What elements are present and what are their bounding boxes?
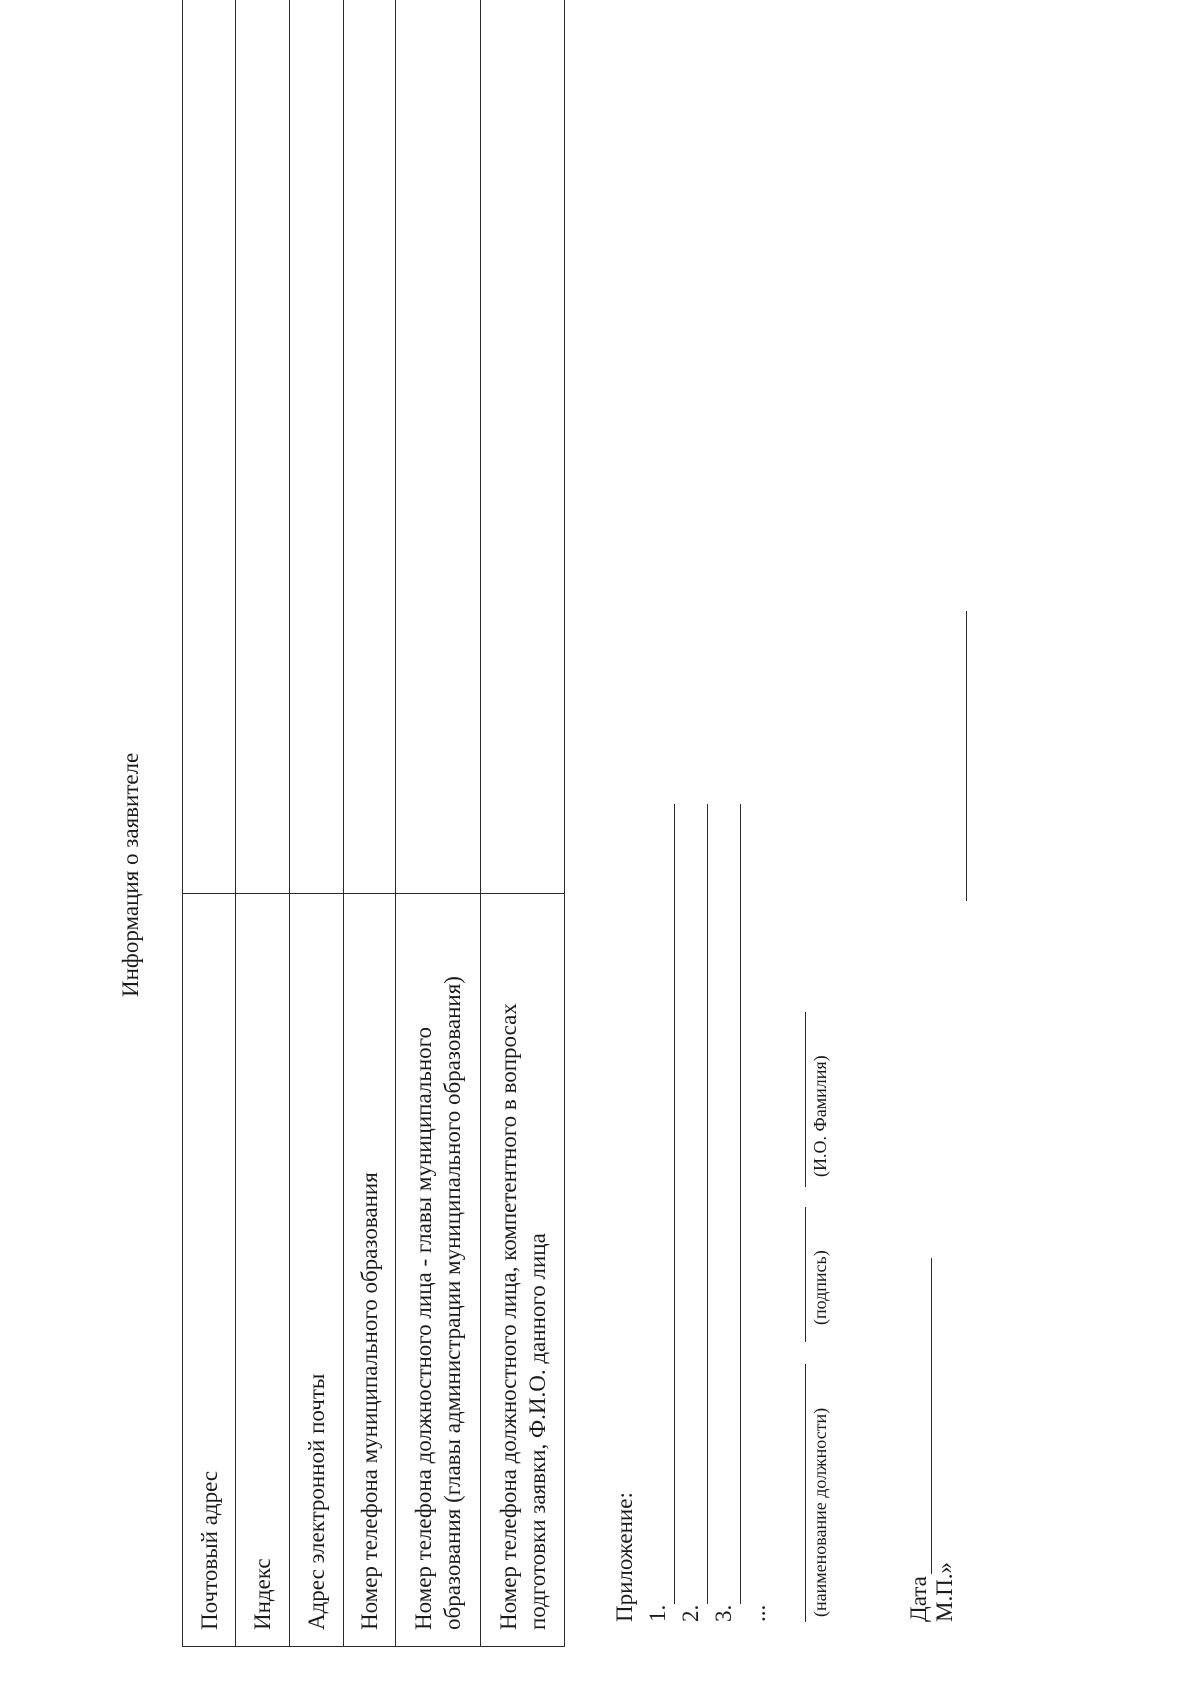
row-label-line: Номер телефона должностного лица - главы муниципального [411,1026,436,1630]
appendix-item-blank[interactable] [681,804,708,1604]
row-label [236,894,290,1647]
stamp-signature-line[interactable] [966,611,967,901]
row-label [396,894,481,1647]
row-value-cell[interactable] [396,0,481,894]
sign-caption: (подпись) [810,1250,830,1325]
table-row [290,0,344,1647]
row-label [344,894,396,1647]
name-signature-line[interactable] [805,1012,806,1187]
date-block [906,1258,958,1622]
stamp-label: М.П.» [932,1561,957,1622]
row-label-line: образования (главы администрации муниципального образования) [440,976,465,1630]
table-row [481,0,565,1647]
appendix-item [708,804,741,1622]
row-label [183,894,236,1647]
row-label [481,894,565,1647]
appendix-item-number: 3. [711,1604,736,1622]
name-caption: (И.О. Фамилия) [810,1055,830,1177]
row-value-cell[interactable] [290,0,344,894]
appendix-ellipsis: ... [745,1604,770,1622]
document-title: Информация о заявителе [118,752,143,997]
row-label-line: подготовки заявки, Ф.И.О. данного лица [524,1233,550,1630]
date-row [906,1258,932,1622]
position-signature-line[interactable] [805,1364,806,1622]
table-row [183,0,236,1647]
appendix-heading: Приложение: [612,1492,637,1622]
appendix-block [608,804,775,1622]
applicant-info-table [182,0,565,1647]
row-value-cell[interactable] [183,0,236,894]
position-caption: (наименование должности) [810,1407,830,1617]
appendix-item-number: 1. [645,1604,670,1622]
row-label-line: Адрес электронной почты [304,1373,329,1630]
row-label-line: Номер телефона муниципального образования [357,1172,382,1630]
row-value-cell[interactable] [344,0,396,894]
sign-signature-line[interactable] [805,1207,806,1342]
table-row [344,0,396,1647]
appendix-item-blank[interactable] [714,804,741,1604]
table-row [236,0,290,1647]
row-label [290,894,344,1647]
appendix-item-number: 2. [678,1604,703,1622]
appendix-item [675,804,708,1622]
row-value-cell[interactable] [481,0,565,894]
row-label-line: Индекс [250,1558,275,1630]
row-value-cell[interactable] [236,0,290,894]
table-row [396,0,481,1647]
date-label: Дата [906,1576,931,1622]
appendix-item [642,804,675,1622]
row-label-line: Номер телефона должностного лица, компетентного в вопросах [495,1003,521,1630]
date-blank[interactable] [909,1258,932,1574]
row-label-line: Почтовый адрес [196,1470,222,1630]
appendix-item-blank[interactable] [648,804,675,1604]
